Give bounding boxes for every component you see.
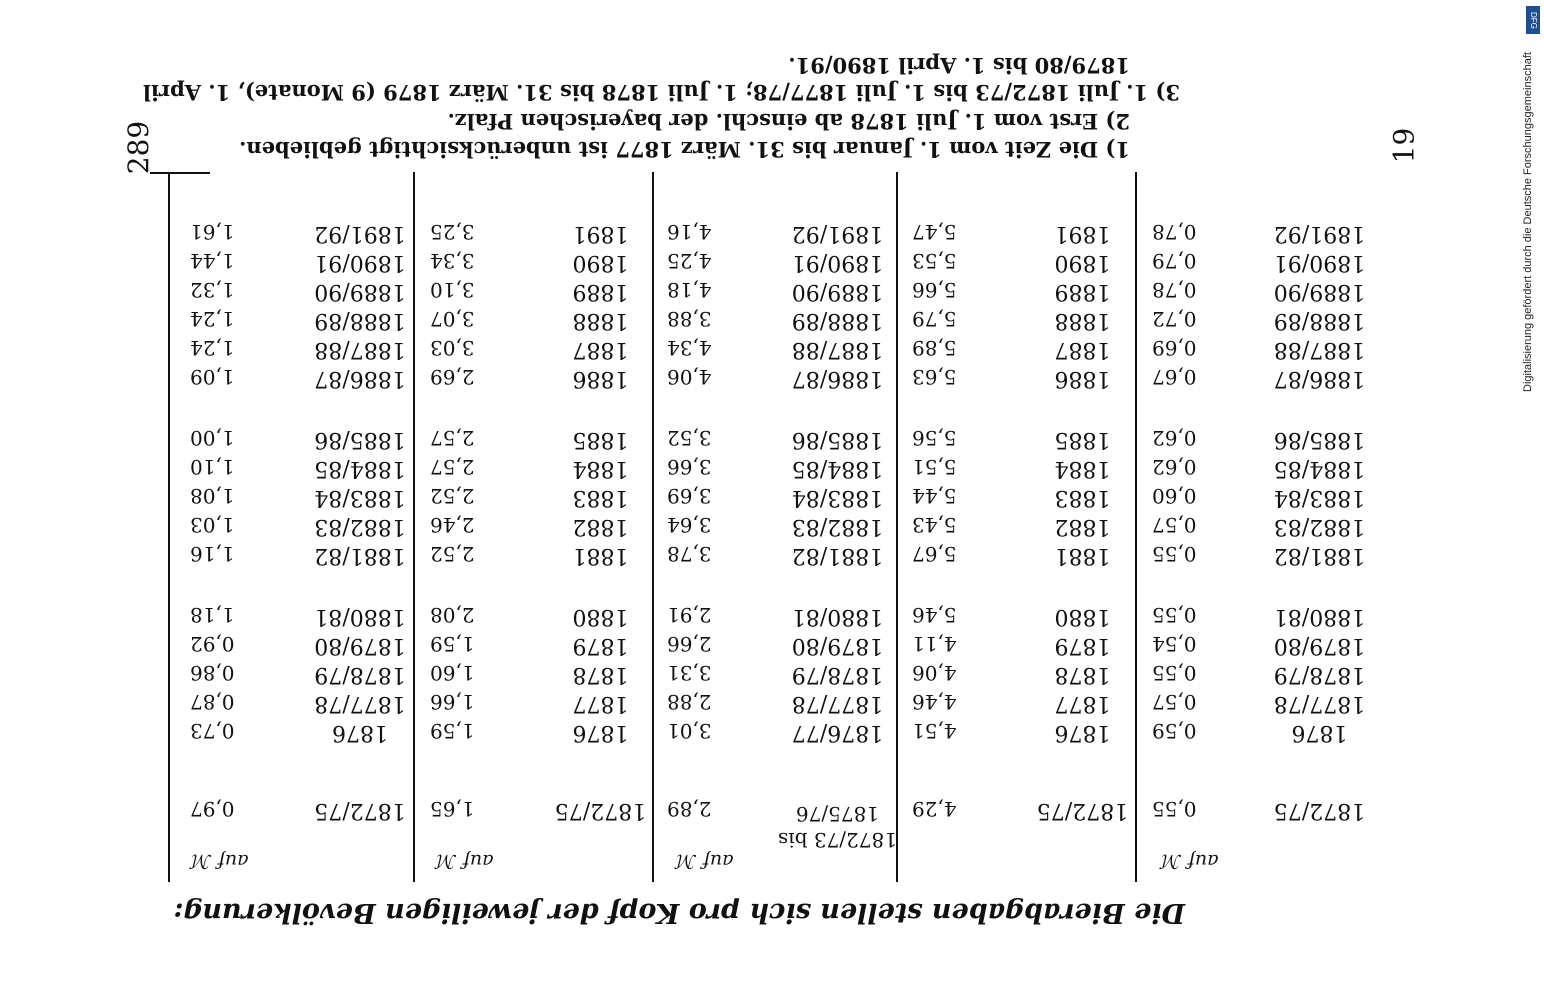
page-number: 289 [121,120,155,175]
unit-label: auf ℳ [191,850,249,872]
value-cell: 0,57 [1152,513,1197,537]
period-cell: 1883/84 [791,485,884,510]
period-cell: 1882 [1054,514,1111,539]
value-cell: 0,54 [1152,632,1197,656]
value-cell: 2,08 [430,603,475,627]
period-cell: 1891/92 [314,221,406,246]
period-cell: 1876/77 [791,720,884,745]
value-cell: 1,32 [190,278,235,302]
period-cell: 1884/85 [314,456,406,481]
period-cell: 1872/75 [554,798,647,823]
period-cell: 1885/86 [314,427,406,452]
value-cell: 1,10 [190,455,235,479]
period-cell: 1880 [1054,604,1111,629]
value-cell: 2,57 [430,455,475,479]
period-cell: 1887/88 [791,337,884,362]
period-cell: 1877 [1054,691,1111,716]
period-cell: 1886 [1054,366,1111,391]
value-cell: 1,24 [190,336,235,360]
period-cell: 1881 [572,543,629,568]
period-cell: 1880/81 [1273,604,1366,629]
value-cell: 3,03 [430,336,475,360]
value-cell: 0,92 [190,632,235,656]
value-cell: 0,86 [190,661,235,685]
value-cell: 4,16 [667,220,712,244]
footnote: 2) Erst vom 1. Juli 1878 ab einschl. der bayerischen Pfalz. [447,109,1130,134]
value-cell: 1,44 [190,249,235,273]
period-cell: 1881 [1054,543,1111,568]
value-cell: 5,53 [912,249,957,273]
value-cell: 5,79 [912,307,957,331]
value-cell: 4,51 [912,719,957,743]
value-cell: 3,52 [667,426,712,450]
unit-label: auf ℳ [436,850,494,872]
period-cell: 1872/75 [1273,798,1366,823]
period-cell: 1886/87 [791,366,884,391]
period-cell: 1889 [1054,279,1111,304]
period-cell: 1885/86 [1273,427,1366,452]
period-cell: 1872/75 [1036,798,1129,823]
value-cell: 1,03 [190,513,235,537]
period-cell: 1876 [1054,720,1111,745]
value-cell: 3,07 [430,307,475,331]
value-cell: 2,91 [667,603,712,627]
period-cell: 1876 [572,720,629,745]
value-cell: 1,00 [190,426,235,450]
period-cell: 1888 [572,308,629,333]
period-cell: 1884 [1054,456,1111,481]
period-cell: 1882 [572,514,629,539]
value-cell: 1,08 [190,484,235,508]
value-cell: 2,46 [430,513,475,537]
footnote: 1879/80 bis 1. April 1890/91. [788,53,1130,78]
value-cell: 0,55 [1152,661,1197,685]
period-cell: 1879/80 [1273,633,1366,658]
period-cell: 1878/79 [1273,662,1366,687]
value-cell: 0,78 [1152,278,1197,302]
period-cell: 1884 [572,456,629,481]
funding-notice: Digitalisierung gefördert durch die Deutsche Forschungsgemeinschaft [1522,52,1534,392]
period-cell: 1888/89 [314,308,406,333]
value-cell: 0,73 [190,719,235,743]
period-cell: 1889 [572,279,629,304]
period-cell: 1876 [1291,720,1348,745]
period-cell: 1890/91 [314,250,406,275]
period-cell: 1891 [1054,221,1111,246]
value-cell: 0,79 [1152,249,1197,273]
period-cell: 1882/83 [1273,514,1366,539]
value-cell: 2,66 [667,632,712,656]
period-cell: 1879 [1054,633,1111,658]
period-cell: 1880/81 [791,604,884,629]
period-cell: 1877 [572,691,629,716]
value-cell: 2,88 [667,690,712,714]
period-cell: 1885 [572,427,629,452]
value-cell: 0,78 [1152,220,1197,244]
period-cell: 1891/92 [1273,221,1366,246]
footnote: 1) Die Zeit vom 1. Januar bis 31. März 1877 ist unberücksichtigt geblieben. [239,137,1130,162]
value-cell: 0,60 [1152,484,1197,508]
period-cell: 1882/83 [791,514,884,539]
value-cell: 0,55 [1152,797,1197,821]
value-cell: 1,18 [190,603,235,627]
period-cell: 1886/87 [314,366,406,391]
value-cell: 5,44 [912,484,957,508]
value-cell: 3,31 [667,661,712,685]
dfg-logo: DFG [1526,6,1540,34]
value-cell: 3,01 [667,719,712,743]
period-cell: 1878/79 [791,662,884,687]
value-cell: 3,10 [430,278,475,302]
period-cell: 1890/91 [1273,250,1366,275]
period-cell: 1889/90 [791,279,884,304]
period-cell: 1877/78 [314,691,406,716]
period-cell: 1883/84 [314,485,406,510]
value-cell: 1,61 [190,220,235,244]
value-cell: 0,62 [1152,426,1197,450]
unit-label: auf ℳ [676,850,734,872]
period-cell: 1888/89 [1273,308,1366,333]
value-cell: 0,59 [1152,719,1197,743]
period-cell: 1890 [572,250,629,275]
period-cell: 1879 [572,633,629,658]
footnote-rule [150,172,210,174]
period-cell: 1877/78 [791,691,884,716]
period-cell: 1872/73 bis 1875/76 [778,802,897,852]
value-cell: 1,24 [190,307,235,331]
period-cell: 1879/80 [791,633,884,658]
period-cell: 1876 [332,720,388,745]
value-cell: 5,46 [912,603,957,627]
period-cell: 1888 [1054,308,1111,333]
value-cell: 5,56 [912,426,957,450]
value-cell: 4,06 [667,365,712,389]
period-cell: 1880/81 [314,604,406,629]
period-cell: 1891 [572,221,629,246]
value-cell: 5,67 [912,542,957,566]
value-cell: 1,65 [430,797,475,821]
value-cell: 3,66 [667,455,712,479]
value-cell: 0,87 [190,690,235,714]
period-cell: 1890/91 [791,250,884,275]
period-cell: 1881/82 [791,543,884,568]
footnote: 3) 1. Juli 1872/73 bis 1. Juli 1877/78; 1. Juli 1878 bis 31. März 1879 (9 Monate), 1. April [143,80,1180,105]
period-cell: 1878 [1054,662,1111,687]
value-cell: 0,57 [1152,690,1197,714]
value-cell: 5,66 [912,278,957,302]
digitization-sidebar [1522,0,1542,1000]
period-cell: 1881/82 [1273,543,1366,568]
period-cell: 1887 [572,337,629,362]
value-cell: 3,88 [667,307,712,331]
period-cell: 1885/86 [791,427,884,452]
value-cell: 0,72 [1152,307,1197,331]
period-cell: 1883 [572,485,629,510]
period-cell: 1889/90 [314,279,406,304]
value-cell: 2,69 [430,365,475,389]
value-cell: 0,55 [1152,542,1197,566]
period-cell: 1886 [572,366,629,391]
value-cell: 3,69 [667,484,712,508]
period-cell: 1881/82 [314,543,406,568]
value-cell: 1,66 [430,690,475,714]
period-cell: 1891/92 [791,221,884,246]
period-cell: 1880 [572,604,629,629]
value-cell: 0,67 [1152,365,1197,389]
value-cell: 1,09 [190,365,235,389]
value-cell: 0,97 [190,797,235,821]
value-cell: 1,59 [430,719,475,743]
period-cell: 1890 [1054,250,1111,275]
value-cell: 5,47 [912,220,957,244]
period-cell: 1887 [1054,337,1111,362]
value-cell: 1,60 [430,661,475,685]
value-cell: 1,16 [190,542,235,566]
table-title: Die Bierabgaben stellen sich pro Kopf der jeweiligen Bevölkerung: [173,897,1185,928]
unit-label: auf ℳ [1161,850,1219,872]
period-cell: 1885 [1054,427,1111,452]
period-cell: 1889/90 [1273,279,1366,304]
period-cell: 1884/85 [791,456,884,481]
value-cell: 4,18 [667,278,712,302]
period-cell: 1872/75 [314,798,406,823]
period-cell: 1887/88 [1273,337,1366,362]
value-cell: 4,34 [667,336,712,360]
period-cell: 1879/80 [314,633,406,658]
column-rule [168,172,170,882]
value-cell: 0,55 [1152,603,1197,627]
period-cell: 1886/87 [1273,366,1366,391]
period-cell: 1878 [572,662,629,687]
value-cell: 1,59 [430,632,475,656]
value-cell: 0,69 [1152,336,1197,360]
value-cell: 2,89 [667,797,712,821]
period-cell: 1878/79 [314,662,406,687]
value-cell: 2,57 [430,426,475,450]
value-cell: 5,43 [912,513,957,537]
value-cell: 4,46 [912,690,957,714]
value-cell: 4,06 [912,661,957,685]
value-cell: 2,52 [430,484,475,508]
value-cell: 3,64 [667,513,712,537]
value-cell: 4,25 [667,249,712,273]
period-cell: 1887/88 [314,337,406,362]
value-cell: 5,51 [912,455,957,479]
value-cell: 3,34 [430,249,475,273]
value-cell: 5,89 [912,336,957,360]
period-cell: 1882/83 [314,514,406,539]
value-cell: 3,78 [667,542,712,566]
period-cell: 1883 [1054,485,1111,510]
value-cell: 4,29 [912,797,957,821]
corner-mark: 19 [1387,127,1421,164]
period-cell: 1884/85 [1273,456,1366,481]
period-cell: 1877/78 [1273,691,1366,716]
value-cell: 4,11 [912,632,957,656]
period-cell: 1883/84 [1273,485,1366,510]
value-cell: 2,52 [430,542,475,566]
value-cell: 0,62 [1152,455,1197,479]
value-cell: 3,25 [430,220,475,244]
value-cell: 5,63 [912,365,957,389]
period-cell: 1888/89 [791,308,884,333]
